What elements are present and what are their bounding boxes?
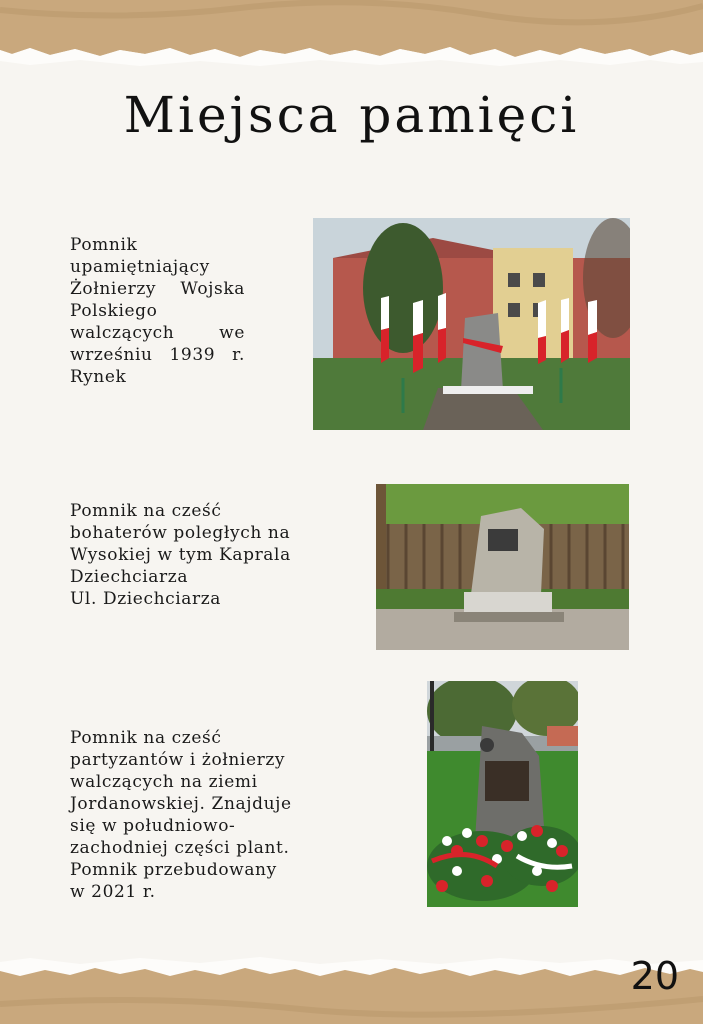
caption-line: wrześniu 1939 r.: [70, 345, 245, 365]
memorial-2-caption: [70, 500, 320, 610]
caption-line: Żołnierzy Wojska: [70, 279, 245, 299]
caption-line: zachodniej części plant.: [70, 838, 290, 858]
caption-line: walczących na ziemi: [70, 772, 258, 792]
torn-paper-top-decoration: [0, 0, 703, 70]
caption-line: Pomnik: [70, 235, 138, 255]
caption-line: Polskiego: [70, 301, 158, 321]
caption-line: partyzantów i żołnierzy: [70, 750, 286, 770]
page-title: Miejsca pamięci: [123, 86, 580, 144]
caption-line: Ul. Dziechciarza: [70, 589, 222, 609]
caption-line: Dziechciarza: [70, 567, 189, 587]
monument-with-flags-photo: [313, 218, 630, 430]
caption-line: walczących we: [70, 323, 245, 343]
stone-monument-fence-photo: [376, 484, 629, 650]
caption-line: w 2021 r.: [70, 882, 156, 902]
monument-wreaths-photo: [427, 681, 578, 907]
caption-line: Wysokiej w tym Kaprala: [70, 545, 291, 565]
memorial-3-caption: [70, 727, 320, 903]
caption-line: Pomnik na cześć: [70, 501, 222, 521]
caption-line: Rynek: [70, 367, 127, 387]
memorial-1-caption: [70, 234, 245, 388]
caption-line: bohaterów poległych na: [70, 523, 291, 543]
caption-line: Pomnik przebudowany: [70, 860, 277, 880]
caption-line: Jordanowskiej. Znajduje: [70, 794, 292, 814]
page-number: 20: [630, 954, 679, 998]
caption-line: się w południowo-: [70, 816, 236, 836]
caption-line: upamiętniający: [70, 257, 210, 277]
caption-line: Pomnik na cześć: [70, 728, 222, 748]
torn-paper-bottom-decoration: [0, 954, 703, 1024]
